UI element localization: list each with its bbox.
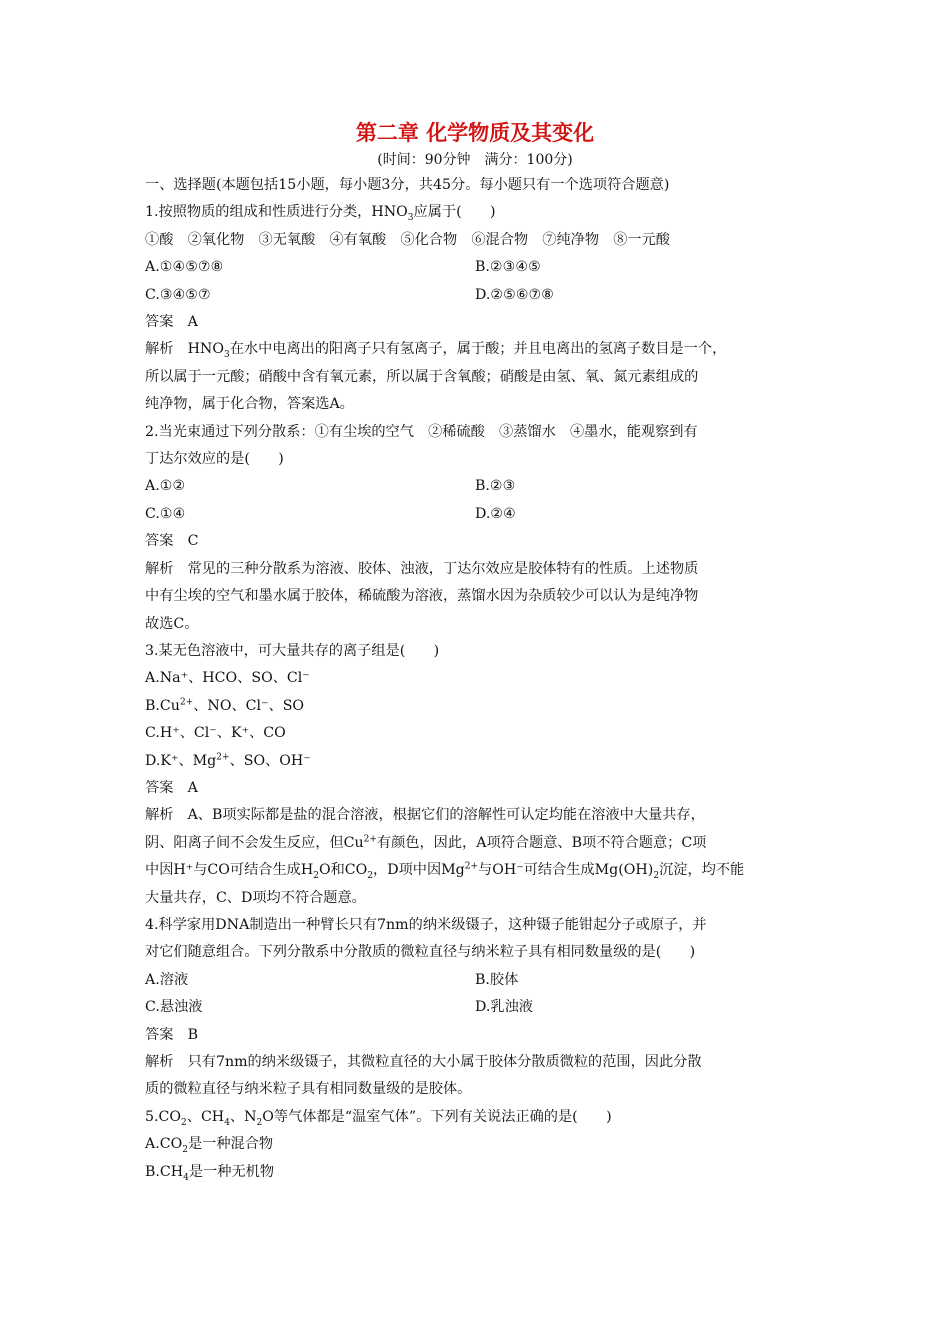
option-b: $B.CH_4$是一种无机物	[145, 1163, 275, 1183]
question-3-explanation-line-3: 中因H⁺与CO可结合生成$H_2O$和$CO_2$，D项中因$Mg^{2+}$与OH⁻可结合生成$Mg(OH)_2$沉淀，均不能	[145, 861, 745, 881]
question-4-stem-line-1: 4.科学家用DNA制造出一种臂长只有7nm的纳米级镊子，这种镊子能钳起分子或原子，并	[145, 916, 707, 933]
question-2-explanation-line-3: 故选C。	[145, 615, 199, 632]
question-4-stem-line-2: 对它们随意组合。下列分散系中分散质的微粒直径与纳米粒子具有相同数量级的是( )	[145, 944, 696, 961]
option-c: C.③④⑤⑦	[145, 286, 211, 303]
question-4-answer: 答案 B	[145, 1026, 198, 1043]
option-a: A.Na⁺、HCO、SO、Cl⁻	[145, 670, 310, 687]
question-1-options-ab	[145, 254, 805, 281]
option-d: D.K⁺、$Mg^{2+}$、SO、OH⁻	[145, 751, 311, 769]
question-3-explanation-line-1: 解析 A、B项实际都是盐的混合溶液，根据它们的溶解性可认定均能在溶液中大量共存，	[145, 807, 705, 824]
question-4-explanation-line-1: 解析 只有7nm的纳米级镊子，其微粒直径的大小属于胶体分散质微粒的范围，因此分散	[145, 1054, 702, 1070]
question-4-options-cd	[145, 994, 805, 1021]
question-1-explanation-line-3: 纯净物，属于化合物，答案选A。	[145, 396, 354, 413]
question-3-answer: 答案 A	[145, 779, 198, 796]
question-4-explanation-line-2: 质的微粒直径与纳米粒子具有相同数量级的是胶体。	[145, 1081, 472, 1098]
option-d: D.②⑤⑥⑦⑧	[475, 286, 554, 303]
question-1-explanation-line-2: 所以属于一元酸；硝酸中含有氧元素，所以属于含氧酸；硝酸是由氢、氧、氮元素组成的	[145, 368, 699, 385]
question-2-answer: 答案 C	[145, 533, 199, 550]
question-1-answer: 答案 A	[145, 314, 198, 331]
option-b: B.②③④⑤	[475, 259, 541, 276]
option-a: A.①②	[145, 478, 186, 495]
option-c: C.①④	[145, 505, 186, 522]
question-2-stem-line-1: 2.当光束通过下列分散系：①有尘埃的空气 ②稀硫酸 ③蒸馏水 ④墨水，能观察到有	[145, 423, 698, 440]
option-a: A.溶液	[145, 971, 189, 988]
question-1-items: ①酸 ②氧化物 ③无氧酸 ④有氧酸 ⑤化合物 ⑥混合物 ⑦纯净物 ⑧一元酸	[145, 231, 670, 248]
option-a: $A.CO_2$是一种混合物	[145, 1136, 274, 1156]
question-2-options-ab	[145, 473, 805, 500]
question-4-options-ab	[145, 967, 805, 994]
chapter-title: 第二章 化学物质及其变化	[355, 121, 595, 145]
section-heading: 一、选择题(本题包括15小题，每小题3分，共45分。每小题只有一个选项符合题意)	[145, 177, 670, 193]
option-a: A.①④⑤⑦⑧	[145, 259, 224, 276]
question-3-explanation-line-2: 阴、阳离子间不会发生反应，但$Cu^{2+}$有颜色，因此，A项符合题意、B项不符合题意；C项	[145, 834, 707, 851]
question-2-options-cd	[145, 501, 805, 528]
document-page	[145, 118, 805, 1186]
option-c: C.悬浊液	[145, 999, 203, 1016]
question-2-explanation-line-1: 解析 常见的三种分散系为溶液、胶体、浊液，丁达尔效应是胶体特有的性质。上述物质	[145, 560, 699, 577]
option-b: $B.Cu^{2+}$、NO、Cl⁻、SO	[145, 696, 305, 714]
question-3-explanation-line-4: 大量共存，C、D项均不符合题意。	[145, 889, 366, 906]
question-1-explanation-line-1: 解析 $HNO_3$在水中电离出的阳离子只有氢离子，属于酸；并且电离出的氢离子数目是一个，	[145, 341, 727, 361]
question-1-options-cd	[145, 282, 805, 309]
option-d: D.②④	[475, 505, 516, 522]
option-b: B.②③	[475, 478, 516, 495]
exam-subtitle: (时间：90分钟 满分：100分)	[377, 152, 573, 168]
question-2-stem-line-2: 丁达尔效应的是( )	[145, 451, 284, 468]
option-d: D.乳浊液	[475, 999, 533, 1016]
question-3-stem: 3.某无色溶液中，可大量共存的离子组是( )	[145, 642, 440, 659]
question-1-stem: 1.按照物质的组成和性质进行分类，$HNO_3$应属于( )	[145, 204, 496, 224]
question-5-stem: $5.CO_2$、$CH_4$、$N_2O$等气体都是“温室气体”。下列有关说法正确的是( )	[145, 1108, 612, 1128]
question-2-explanation-line-2: 中有尘埃的空气和墨水属于胶体，稀硫酸为溶液，蒸馏水因为杂质较少可以认为是纯净物	[145, 588, 699, 605]
option-b: B.胶体	[475, 971, 519, 988]
option-c: C.H⁺、Cl⁻、K⁺、CO	[145, 725, 286, 742]
